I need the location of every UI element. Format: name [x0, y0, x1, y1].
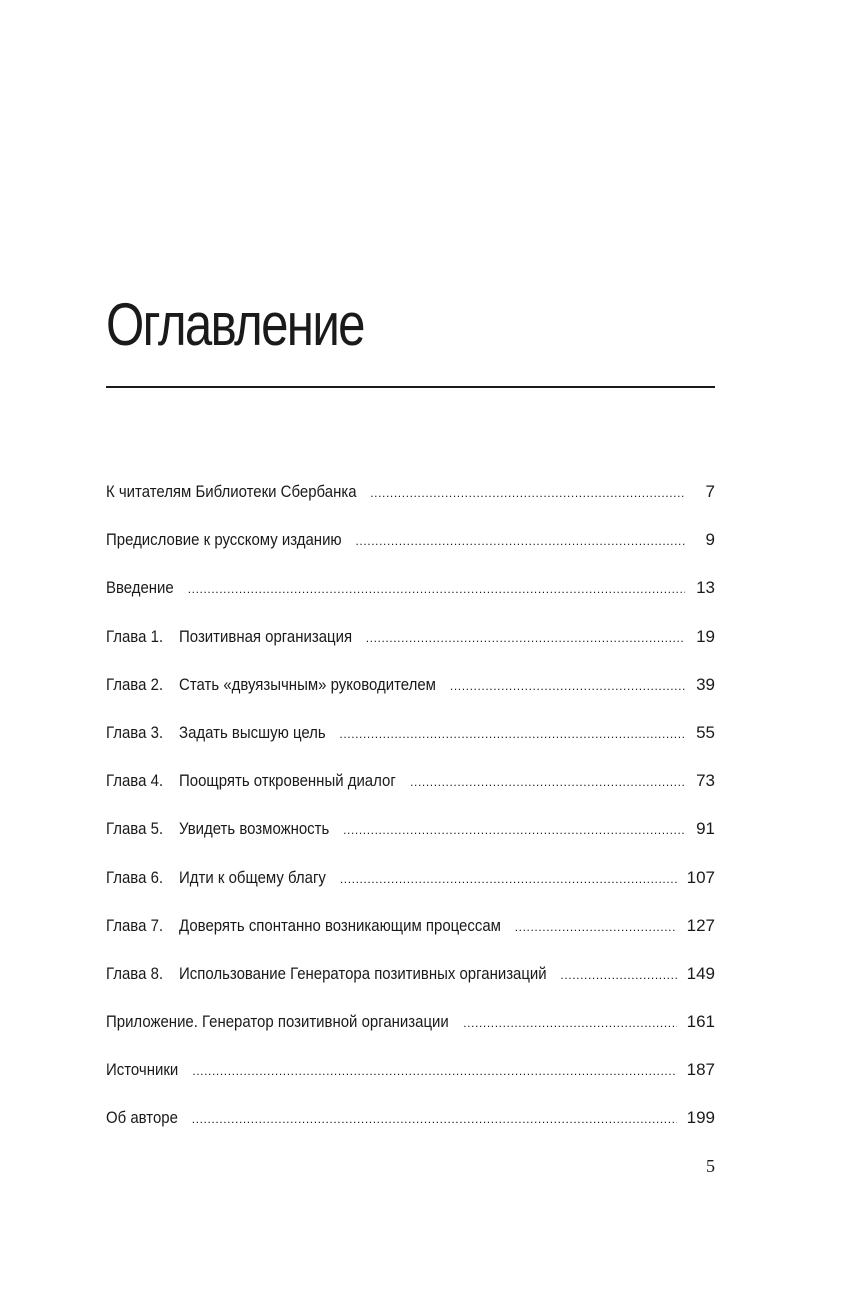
- toc-chapter-number: Глава 2.: [106, 674, 164, 694]
- toc-title: Использование Генератора позитивных организаций: [179, 963, 547, 983]
- toc-entry-label: [106, 816, 329, 842]
- toc-entry-label: [106, 624, 352, 650]
- toc-entry[interactable]: [106, 479, 715, 527]
- toc-page-number: 9: [705, 530, 715, 550]
- toc-chapter-number: Глава 8.: [106, 963, 164, 983]
- toc-page-number: 91: [696, 819, 715, 839]
- toc-entry[interactable]: [106, 720, 715, 768]
- toc-title: Источники: [106, 1060, 179, 1080]
- toc-page-number: 73: [696, 771, 715, 791]
- toc-entry[interactable]: [106, 913, 715, 961]
- toc-entry[interactable]: [106, 768, 715, 816]
- toc-title: Доверять спонтанно возникающим процессам: [179, 915, 501, 935]
- toc-title: Приложение. Генератор позитивной организации: [106, 1012, 449, 1032]
- toc-title: Идти к общему благу: [179, 867, 326, 887]
- toc-entry-label: [106, 672, 436, 698]
- toc-page-number: 199: [686, 1108, 715, 1128]
- toc-title: К читателям Библиотеки Сбербанка: [106, 482, 357, 501]
- toc-entry[interactable]: [106, 865, 715, 913]
- page-title: Оглавление: [106, 291, 364, 358]
- toc-page-number: 7: [705, 482, 715, 501]
- toc-title: Увидеть возможность: [179, 819, 330, 839]
- toc-page-number: 39: [696, 674, 715, 694]
- toc-title: Позитивная организация: [179, 626, 353, 646]
- toc-entry-label: [106, 1009, 449, 1035]
- toc-entry-label: [106, 1105, 178, 1131]
- toc-entry-label: [106, 768, 396, 794]
- dot-leader: [355, 528, 685, 554]
- dot-leader: [450, 673, 685, 699]
- toc-entry-label: [106, 1057, 178, 1083]
- toc-entry-label: [106, 720, 326, 746]
- toc-entry[interactable]: [106, 672, 715, 720]
- dot-leader: [560, 962, 676, 988]
- toc-entry-label: [106, 961, 547, 987]
- dot-leader: [366, 625, 685, 651]
- page-number: 5: [706, 1156, 715, 1176]
- dot-leader: [463, 1010, 676, 1036]
- dot-leader: [188, 576, 685, 602]
- toc-page-number: 187: [686, 1060, 715, 1080]
- toc-page-number: 149: [686, 963, 715, 983]
- toc-page-number: 127: [686, 915, 715, 935]
- dot-leader: [370, 480, 685, 506]
- dot-leader: [192, 1106, 677, 1132]
- toc-entry[interactable]: [106, 575, 715, 623]
- toc-page-number: 13: [696, 578, 715, 598]
- toc-title: Об авторе: [106, 1108, 178, 1128]
- toc-title: Стать «двуязычным» руководителем: [179, 674, 436, 694]
- toc-title: Поощрять откровенный диалог: [179, 771, 396, 791]
- dot-leader: [339, 721, 685, 747]
- toc-entry[interactable]: [106, 1009, 715, 1057]
- toc-entry-label: [106, 479, 357, 505]
- toc-entry[interactable]: [106, 816, 715, 864]
- toc-chapter-number: Глава 7.: [106, 915, 164, 935]
- toc-chapter-number: Глава 3.: [106, 722, 164, 742]
- toc-entry[interactable]: [106, 624, 715, 672]
- toc-entry[interactable]: [106, 961, 715, 1009]
- toc-entry[interactable]: [106, 1105, 715, 1153]
- table-of-contents: [106, 479, 715, 1154]
- toc-chapter-number: Глава 4.: [106, 771, 164, 791]
- toc-entry-label: [106, 527, 342, 553]
- toc-entry[interactable]: [106, 1057, 715, 1105]
- dot-leader: [343, 817, 685, 843]
- title-divider: [106, 386, 715, 388]
- toc-entry-label: [106, 865, 326, 891]
- toc-chapter-number: Глава 5.: [106, 819, 164, 839]
- dot-leader: [515, 914, 677, 940]
- toc-entry-label: [106, 575, 174, 601]
- toc-entry-label: [106, 913, 501, 939]
- toc-entry[interactable]: [106, 527, 715, 575]
- dot-leader: [340, 866, 677, 892]
- toc-page-number: 107: [686, 867, 715, 887]
- toc-page-number: 161: [686, 1012, 715, 1032]
- dot-leader: [410, 769, 685, 795]
- toc-chapter-number: Глава 1.: [106, 626, 164, 646]
- toc-title: Предисловие к русскому изданию: [106, 530, 342, 550]
- toc-title: Задать высшую цель: [179, 722, 326, 742]
- toc-page-number: 55: [696, 722, 715, 742]
- dot-leader: [192, 1058, 676, 1084]
- toc-title: Введение: [106, 578, 174, 598]
- toc-page-number: 19: [696, 626, 715, 646]
- toc-chapter-number: Глава 6.: [106, 867, 164, 887]
